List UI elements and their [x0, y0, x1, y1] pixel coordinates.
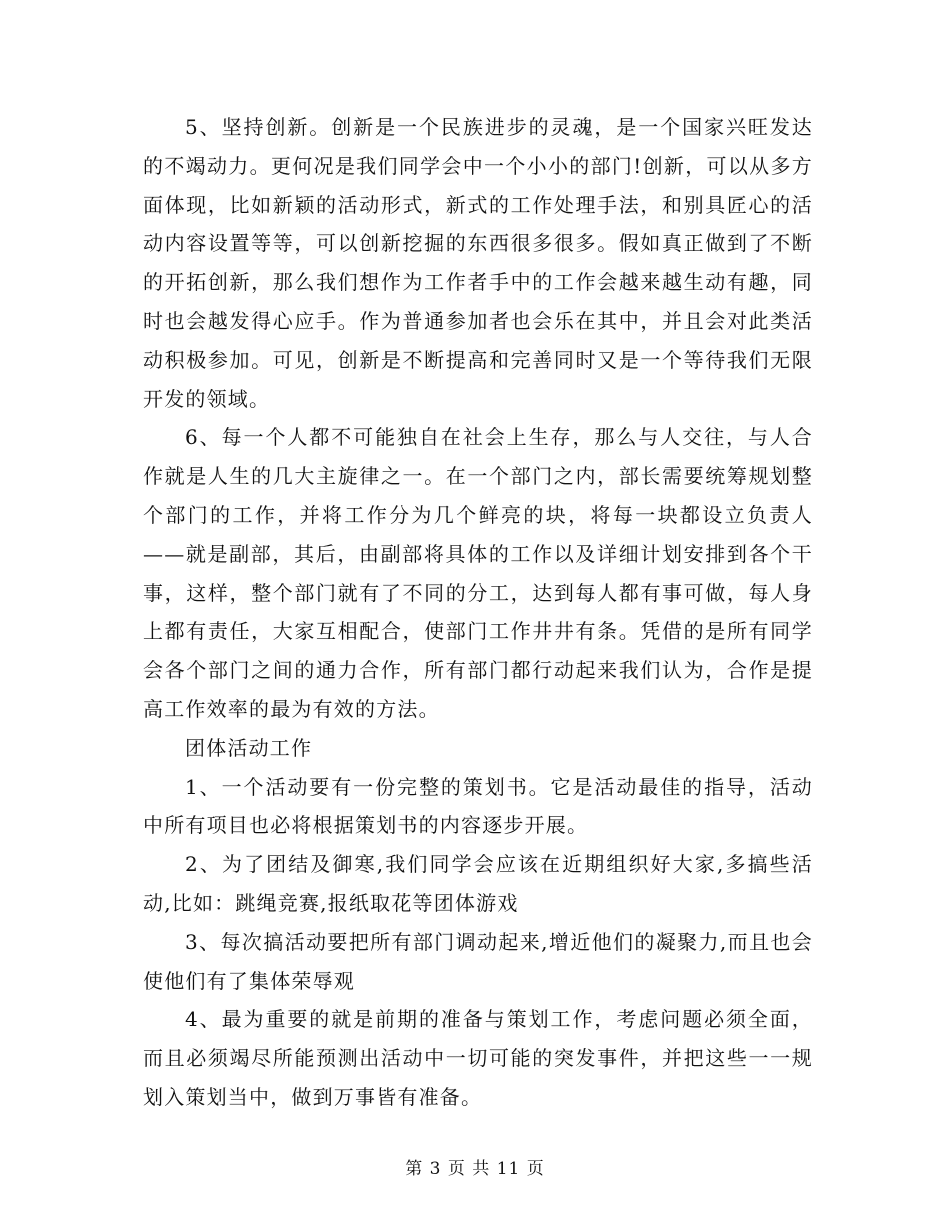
page-footer: [0, 1154, 950, 1179]
list-item: 2、为了团结及御寒,我们同学会应该在近期组织好大家,多搞些活动,比如：跳绳竞赛,报纸取花等团体游戏: [143, 852, 813, 915]
total-pages-number: 11: [496, 1159, 521, 1179]
footer-middle: 页 共: [447, 1159, 491, 1179]
list-item: 4、最为重要的就是前期的准备与策划工作，考虑问题必须全面，而且必须竭尽所能预测出活动中一切可能的突发事件，并把这些一一规划入策划当中，做到万事皆有准备。: [143, 1007, 813, 1109]
paragraph-innovation: 5、坚持创新。创新是一个民族进步的灵魂，是一个国家兴旺发达的不竭动力。更何况是我们同学会中一个小小的部门!创新，可以从多方面体现，比如新颖的活动形式，新式的工作处理手法，和别具匠心的活动内容设置等等，可以创新挖掘的东西很多很多。假如真正做到了不断的开拓创新，那么我们想作为工作者手中的工作会越来越生动有趣，同时也会越发得心应手。作为普通参加者也会乐在其中，并且会对此类活动积极参加。可见，创新是不断提高和完善同时又是一个等待我们无限开发的领域。: [143, 115, 813, 411]
list-item: 3、每次搞活动要把所有部门调动起来,增近他们的凝聚力,而且也会使他们有了集体荣辱观: [143, 929, 813, 993]
footer-suffix: 页: [526, 1159, 545, 1179]
list-item: 1、一个活动要有一份完整的策划书。它是活动最佳的指导，活动中所有项目也必将根据策划书的内容逐步开展。: [143, 774, 813, 838]
document-body: [143, 108, 813, 1117]
paragraph-cooperation: 6、每一个人都不可能独自在社会上生存，那么与人交往，与人合作就是人生的几大主旋律之一。在一个部门之内，部长需要统筹规划整个部门的工作，并将工作分为几个鲜亮的块，将每一块都设立负责人——就是副部，其后，由副部将具体的工作以及详细计划安排到各个干事，这样，整个部门就有了不同的分工，达到每人都有事可做，每人身上都有责任，大家互相配合，使部门工作井井有条。凭借的是所有同学会各个部门之间的通力合作，所有部门都行动起来我们认为，合作是提高工作效率的最为有效的方法。: [143, 425, 813, 721]
footer-prefix: 第: [405, 1159, 424, 1179]
current-page-number: 3: [429, 1159, 442, 1179]
section-heading: 团体活动工作: [185, 735, 313, 760]
